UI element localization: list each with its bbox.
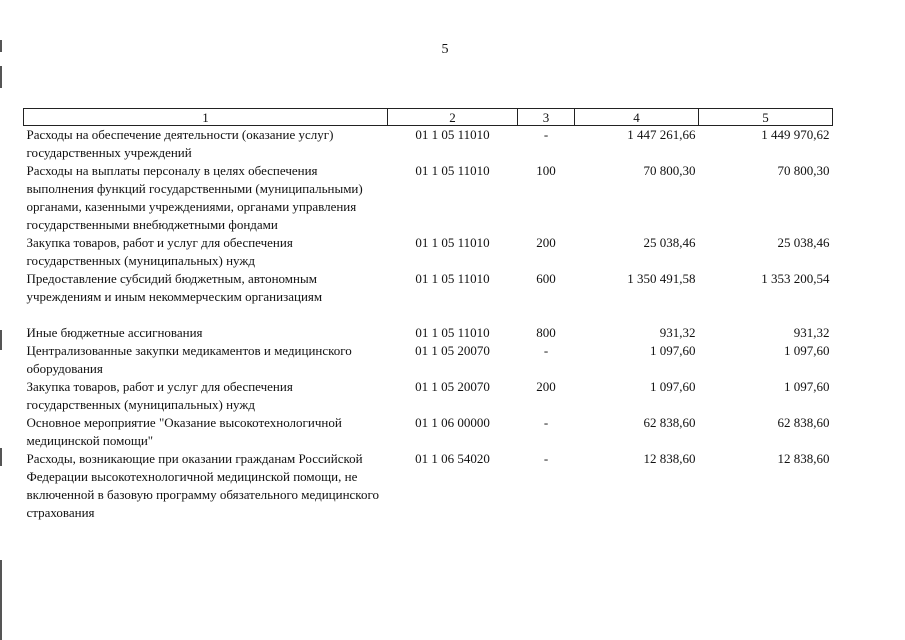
- budget-table: [23, 108, 833, 522]
- row-code: 01 1 06 00000: [415, 415, 490, 430]
- row-code: 01 1 05 11010: [415, 271, 490, 286]
- col-header-1: 1: [24, 109, 388, 126]
- scan-margin-marks: [0, 0, 4, 640]
- row-value-5: 1 097,60: [784, 343, 830, 358]
- row-name: Предоставление субсидий бюджетным, автономным учреждениям и иным некоммерческим организациям: [26, 271, 323, 304]
- table-row: [24, 234, 833, 270]
- header-row: [24, 109, 833, 126]
- table-row: [24, 126, 833, 163]
- row-value-4: 1 447 261,66: [627, 127, 696, 142]
- table-row: [24, 324, 833, 342]
- row-value-5: 931,32: [793, 325, 830, 340]
- row-value-5: 1 353 200,54: [761, 271, 830, 286]
- row-value-4: 1 097,60: [650, 343, 696, 358]
- row-code: 01 1 06 54020: [415, 451, 490, 466]
- row-name: Закупка товаров, работ и услуг для обеспечения государственных (муниципальных) нужд: [26, 379, 293, 412]
- row-type: -: [543, 127, 549, 142]
- row-code: 01 1 05 11010: [415, 127, 490, 142]
- col-header-2: 2: [388, 109, 518, 126]
- row-type: -: [543, 415, 549, 430]
- table-row: [24, 342, 833, 378]
- table-row: [24, 270, 833, 306]
- page-number: 5: [441, 42, 449, 57]
- row-code: 01 1 05 11010: [415, 163, 490, 178]
- row-type: 800: [536, 325, 556, 340]
- col-header-5: 5: [699, 109, 833, 126]
- row-type: -: [543, 343, 549, 358]
- row-name: Расходы на выплаты персоналу в целях обеспечения выполнения функций государственными (муниципальными) органами, казенными учреждениями, органами управления государственными внебюджетными фондами: [26, 163, 363, 232]
- row-name: Иные бюджетные ассигнования: [26, 325, 203, 340]
- row-code: 01 1 05 20070: [415, 379, 490, 394]
- row-name: Централизованные закупки медикаментов и медицинского оборудования: [26, 343, 352, 376]
- row-name: Расходы, возникающие при оказании гражданам Российской Федерации высокотехнологичной медицинской помощи, не включенной в базовую программу обязательного медицинского страхования: [26, 451, 379, 520]
- row-code: 01 1 05 11010: [415, 235, 490, 250]
- row-type: 100: [536, 163, 556, 178]
- row-type: 200: [536, 235, 556, 250]
- table-row: [24, 378, 833, 414]
- row-value-5: 62 838,60: [777, 415, 830, 430]
- row-value-5: 25 038,46: [777, 235, 830, 250]
- row-value-4: 25 038,46: [643, 235, 696, 250]
- row-code: 01 1 05 11010: [415, 325, 490, 340]
- row-name: Основное мероприятие "Оказание высокотехнологичной медицинской помощи": [26, 415, 342, 448]
- row-value-4: 1 350 491,58: [627, 271, 696, 286]
- row-value-4: 1 097,60: [650, 379, 696, 394]
- row-value-5: 1 449 970,62: [761, 127, 830, 142]
- row-value-4: 62 838,60: [643, 415, 696, 430]
- row-type: -: [543, 451, 549, 466]
- row-value-4: 12 838,60: [643, 451, 696, 466]
- row-name: Расходы на обеспечение деятельности (оказание услуг) государственных учреждений: [26, 127, 334, 160]
- row-value-4: 70 800,30: [643, 163, 696, 178]
- spacer-row: [24, 306, 833, 324]
- col-header-3: 3: [518, 109, 575, 126]
- table-row: [24, 414, 833, 450]
- row-type: 200: [536, 379, 556, 394]
- row-value-4: 931,32: [659, 325, 696, 340]
- row-value-5: 12 838,60: [777, 451, 830, 466]
- table-row: [24, 450, 833, 522]
- row-name: Закупка товаров, работ и услуг для обеспечения государственных (муниципальных) нужд: [26, 235, 293, 268]
- row-value-5: 70 800,30: [777, 163, 830, 178]
- row-value-5: 1 097,60: [784, 379, 830, 394]
- row-type: 600: [536, 271, 556, 286]
- row-code: 01 1 05 20070: [415, 343, 490, 358]
- col-header-4: 4: [575, 109, 699, 126]
- table-row: [24, 162, 833, 234]
